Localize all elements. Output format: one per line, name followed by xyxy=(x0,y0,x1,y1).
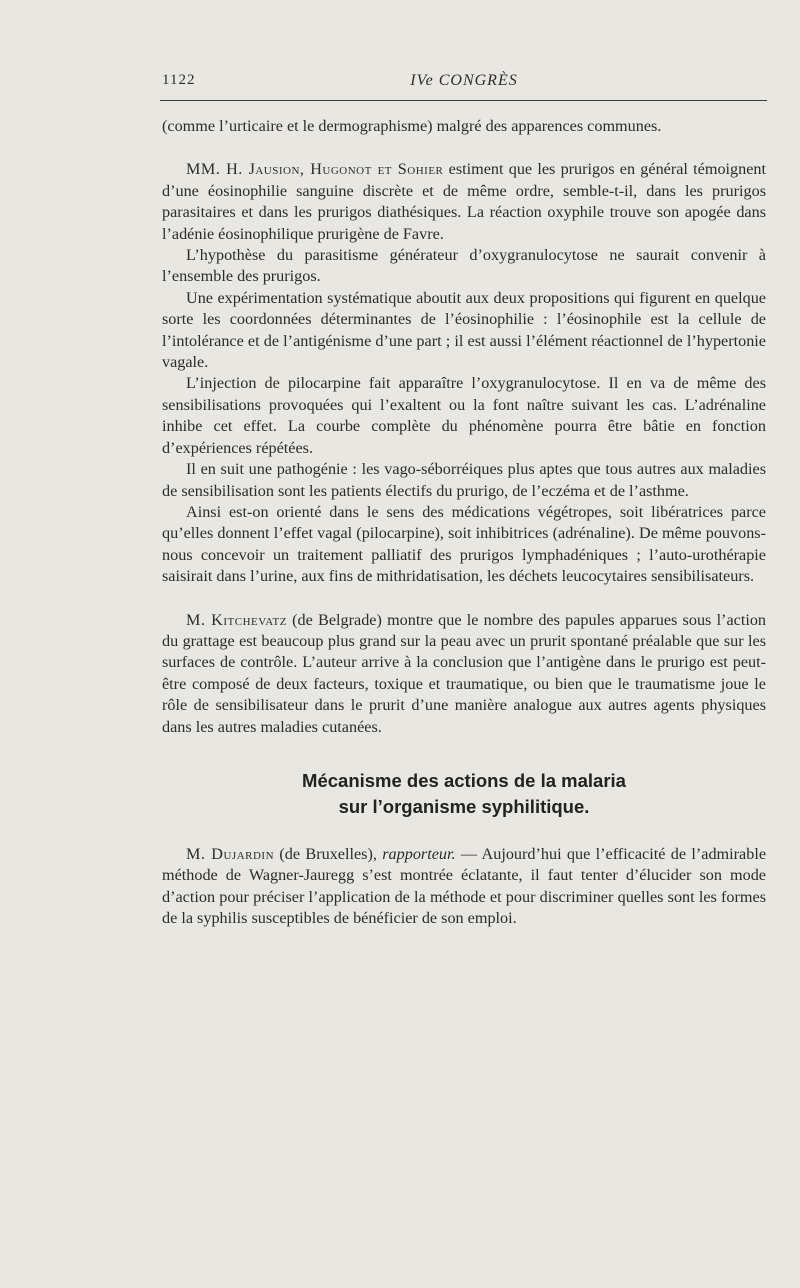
paragraph-hypothese: L’hypothèse du parasitisme générateur d’oxygranulocytose ne saurait convenir à l’ensemble des prurigos. xyxy=(162,246,766,286)
paragraph-pilocarpine: L’injection de pilocarpine fait apparaître l’oxygranulocytose. Il en va de même des sensibilisations provoquées qui l’exaltent ou la font naître suivant les cas. L’adrénaline inhibe cet effet. La courbe complète du phénomène pourra être bâtie en fonction d’expériences répétées. xyxy=(162,374,766,457)
running-head: IVe CONGRÈS xyxy=(410,72,518,89)
header-rule xyxy=(160,100,767,101)
author-name: M. Kitchevatz xyxy=(186,610,287,629)
page-content xyxy=(162,116,766,930)
author-name: M. Dujardin xyxy=(186,844,275,863)
section-title-line-1: Mécanisme des actions de la malaria xyxy=(302,769,626,791)
page-number: 1122 xyxy=(162,72,196,88)
paragraph-kitchevatz xyxy=(162,610,766,738)
paragraph-dujardin xyxy=(162,844,766,930)
author-names: MM. H. Jausion, Hugonot et Sohier xyxy=(186,160,444,179)
page-header xyxy=(162,72,766,98)
paragraph-experimentation: Une expérimentation systématique aboutit aux deux propositions qui figurent en quelque sorte les coordonnées déterminantes de l’éosinophilie : l’éosinophile est la cellule de l’intolérance et de l’antigénisme d’une part ; il est aussi l’élément réactionnel de l’hypertonie vagale. xyxy=(162,288,766,372)
paragraph-pathogenie: Il en suit une pathogénie : les vago-séborréiques plus aptes que tous autres aux maladies de sensibilisation sont les patients électifs du prurigo, de l’eczéma et de l’asthme. xyxy=(162,460,766,500)
paragraph-text: (de Bruxelles), xyxy=(274,844,383,863)
paragraph-medications: Ainsi est-on orienté dans le sens des médications végétropes, soit libératrices parce qu’elles donnent l’effet vagal (pilocarpine), soit inhibitrices (adrénaline). De même pouvons-nous concevoir un traitement palliatif des prurigos lymphadéniques ; l’auto-urothérapie saisirait dans l’urine, aux fins de mithridatisation, les déchets leucocytaires sensibilisateurs. xyxy=(162,502,766,586)
paragraph-text: estiment que les prurigos en général témoignent d’une éosinophilie sanguine discrète et de même ordre, semble-t-il, dans les prurigos parasitaires et dans les prurigos diathésiques. La réaction oxyphile trouve son apogée dans l’adénie éosinophilique prurigène de Favre. xyxy=(162,160,767,243)
paragraph-text: — Aujourd’hui que l’efficacité de l’admirable méthode de Wagner-Jauregg s’est montrée éclatante, il faut tenter d’élucider son mode d’action pour préciser l’application de la méthode et pour discriminer quelles sont les formes de la syphilis susceptibles de bénéficier de son emploi. xyxy=(162,844,767,928)
section-title-line-2: sur l’organisme syphilitique. xyxy=(338,795,590,817)
paragraph-continuation: (comme l’urticaire et le dermographisme) malgré des apparences communes. xyxy=(162,117,662,135)
author-role: rapporteur. xyxy=(382,844,456,863)
paragraph-jausion xyxy=(162,159,766,245)
paragraph-text: (de Belgrade) montre que le nombre des papules apparues sous l’action du grattage est beaucoup plus grand sur la peau avec un prurit spontané préalable que sur les surfaces de contrôle. L’auteur arrive à la conclusion que l’antigène dans le prurigo est peut-être composé de deux facteurs, toxique et traumatique, ou bien que le traumatisme joue le rôle de sensibilisateur dans le prurit d’une manière analogue aux autres agents physiques dans les autres maladies cutanées. xyxy=(162,610,767,736)
